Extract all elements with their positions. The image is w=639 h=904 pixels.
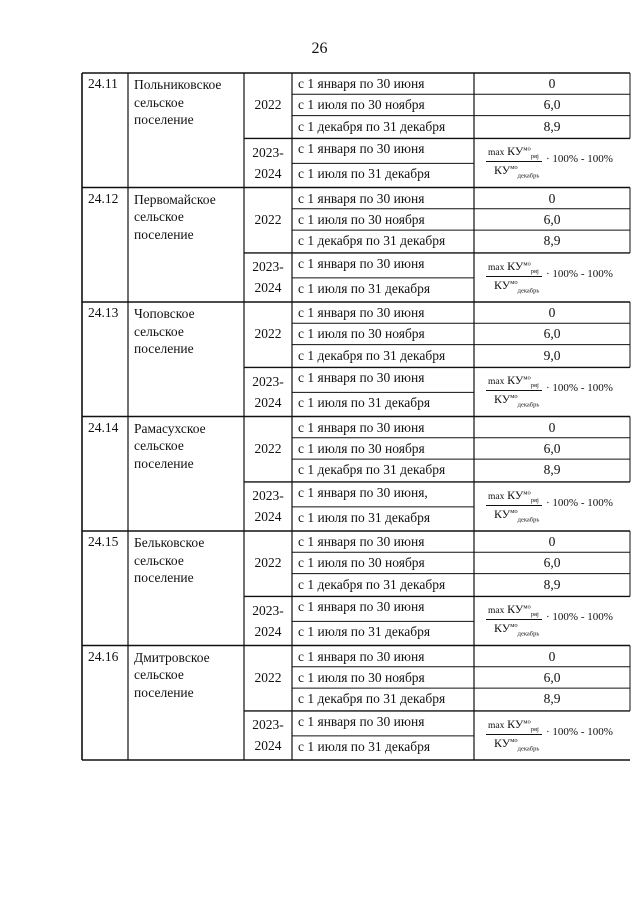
- period-text: с 1 января по 30 июня: [298, 713, 425, 729]
- period-text: с 1 января по 30 июня: [298, 370, 425, 386]
- coefficient-value: 8,9: [543, 233, 561, 249]
- formula-numerator: [488, 373, 539, 389]
- period-text: с 1 декабря по 31 декабря: [298, 691, 446, 707]
- coefficient-value: 8,9: [543, 118, 561, 134]
- settlement-name: сельское: [134, 209, 184, 224]
- period-text: с 1 июля по 31 декабря: [298, 166, 431, 182]
- coefficient-value: 6,0: [543, 669, 561, 685]
- settlement-name: Чоповское: [134, 306, 195, 321]
- settlement-name: поселение: [134, 112, 194, 127]
- coefficient-value: 0: [548, 534, 556, 549]
- row-number: 24.16: [88, 648, 119, 664]
- formula-denominator: [494, 278, 539, 294]
- year-2022: 2022: [254, 211, 282, 227]
- formula-sup: мо: [510, 736, 518, 744]
- year-2022: 2022: [254, 440, 282, 456]
- coefficient-value: 0: [548, 190, 556, 206]
- formula-sub: декабрь: [517, 630, 540, 638]
- period-text: с 1 июля по 30 ноября: [298, 211, 425, 227]
- period-text: с 1 декабря по 31 декабря: [298, 118, 446, 134]
- index-formula: [480, 257, 630, 297]
- formula-sub: ряj: [530, 726, 539, 734]
- year-range: 2023-: [252, 259, 284, 275]
- coefficient-value: 6,0: [543, 97, 561, 113]
- settlement-name: Первомайское: [134, 191, 216, 207]
- settlement-name: поселение: [134, 570, 194, 585]
- period-text: с 1 июля по 31 декабря: [298, 509, 431, 525]
- formula-tail: · 100% - 100%: [546, 725, 613, 738]
- settlement-name: поселение: [134, 341, 194, 356]
- index-formula: [480, 600, 630, 640]
- formula-tail: · 100% - 100%: [546, 382, 613, 395]
- index-formula: [480, 715, 630, 755]
- formula-ky: КУ: [494, 277, 511, 292]
- year-range: 2023-: [252, 602, 284, 618]
- formula-sup: мо: [523, 489, 531, 497]
- settlement-name: поселение: [134, 455, 194, 471]
- page-number: 26: [311, 40, 328, 57]
- coefficient-value: 8,9: [543, 576, 561, 592]
- year-range: 2024: [254, 509, 282, 525]
- formula-sub: декабрь: [517, 516, 540, 524]
- formula-ky: КУ: [507, 487, 524, 502]
- year-range: 2024: [254, 165, 282, 181]
- row-number: 24.13: [88, 305, 119, 320]
- period-text: с 1 января по 30 июня: [298, 305, 425, 320]
- period-text: с 1 июля по 30 ноября: [298, 555, 425, 571]
- fraction-line: [486, 390, 542, 391]
- formula-max: max: [488, 491, 505, 502]
- formula-numerator: [488, 488, 539, 504]
- period-text: с 1 июля по 31 декабря: [298, 280, 431, 296]
- formula-sub: декабрь: [517, 287, 540, 295]
- period-text: с 1 января по 30 июня: [298, 534, 425, 549]
- formula-sub: ряj: [530, 497, 539, 505]
- row-number: 24.14: [88, 419, 119, 435]
- year-range: 2023-: [252, 717, 284, 733]
- formula-sub: декабрь: [517, 401, 540, 409]
- formula-denominator: [494, 392, 539, 408]
- coefficient-value: 0: [548, 305, 556, 320]
- period-text: с 1 июля по 31 декабря: [298, 624, 431, 640]
- year-range: 2023-: [252, 488, 284, 504]
- formula-sup: мо: [523, 603, 531, 611]
- settlement-name: сельское: [134, 323, 184, 339]
- formula-sup: мо: [523, 260, 531, 268]
- row-number: 24.15: [88, 534, 119, 549]
- period-text: с 1 июля по 31 декабря: [298, 738, 431, 754]
- formula-ky: КУ: [494, 735, 511, 750]
- formula-tail: · 100% - 100%: [546, 611, 613, 624]
- year-range: 2024: [254, 394, 282, 410]
- year-range: 2023-: [252, 373, 284, 389]
- formula-ky: КУ: [494, 506, 511, 521]
- formula-max: max: [488, 262, 505, 273]
- formula-max: max: [488, 377, 505, 388]
- period-text: с 1 января по 30 июня: [298, 599, 425, 615]
- settlement-name: сельское: [134, 438, 184, 453]
- formula-ky: КУ: [507, 602, 524, 617]
- formula-ky: КУ: [494, 392, 511, 407]
- formula-tail: · 100% - 100%: [546, 496, 613, 509]
- period-text: с 1 июля по 30 ноября: [298, 440, 425, 456]
- period-text: с 1 января по 30 июня: [298, 255, 425, 271]
- formula-sup: мо: [523, 374, 531, 382]
- formula-sub: декабрь: [517, 172, 540, 180]
- period-text: с 1 декабря по 31 декабря: [298, 462, 446, 478]
- formula-sub: ряj: [530, 268, 539, 276]
- formula-sup: мо: [523, 145, 531, 153]
- year-2022: 2022: [254, 326, 282, 341]
- index-formula: [480, 486, 630, 526]
- formula-sup: мо: [523, 718, 531, 726]
- settlement-name: Рамасухское: [134, 420, 206, 436]
- formula-ky: КУ: [507, 373, 524, 388]
- formula-sup: мо: [510, 507, 518, 515]
- year-range: 2024: [254, 738, 282, 754]
- period-text: с 1 декабря по 31 декабря: [298, 233, 446, 249]
- period-text: с 1 декабря по 31 декабря: [298, 347, 446, 363]
- index-formula: [480, 371, 630, 411]
- fraction-line: [486, 505, 542, 506]
- year-2022: 2022: [254, 555, 282, 570]
- year-range: 2024: [254, 280, 282, 296]
- year-2022: 2022: [254, 97, 282, 112]
- fraction-line: [486, 619, 542, 620]
- formula-max: max: [488, 606, 505, 617]
- formula-tail: · 100% - 100%: [546, 153, 613, 166]
- fraction-line: [486, 734, 542, 735]
- year-range: 2024: [254, 623, 282, 639]
- formula-tail: · 100% - 100%: [546, 267, 613, 280]
- coefficient-value: 0: [548, 648, 556, 664]
- year-2022: 2022: [254, 669, 282, 685]
- formula-max: max: [488, 148, 505, 159]
- settlement-name: поселение: [134, 226, 194, 242]
- settlement-name: Польниковское: [134, 77, 222, 92]
- fraction-line: [486, 161, 542, 162]
- formula-ky: КУ: [494, 621, 511, 636]
- period-text: с 1 июля по 31 декабря: [298, 395, 431, 411]
- period-text: с 1 января по 30 июня: [298, 419, 425, 435]
- formula-sup: мо: [510, 278, 518, 286]
- coefficient-value: 0: [548, 76, 556, 91]
- formula-denominator: [494, 507, 539, 523]
- settlement-name: сельское: [134, 667, 184, 682]
- period-text: с 1 января по 30 июня: [298, 141, 425, 157]
- settlement-name: поселение: [134, 684, 194, 700]
- formula-ky: КУ: [507, 144, 524, 159]
- formula-denominator: [494, 736, 539, 752]
- fraction-line: [486, 276, 542, 277]
- formula-sup: мо: [510, 393, 518, 401]
- formula-denominator: [494, 163, 539, 179]
- row-number: 24.11: [88, 76, 118, 91]
- period-text: с 1 июля по 30 ноября: [298, 326, 425, 342]
- period-text: с 1 декабря по 31 декабря: [298, 576, 446, 592]
- formula-sub: ряj: [530, 153, 539, 161]
- formula-ky: КУ: [507, 258, 524, 273]
- formula-denominator: [494, 621, 539, 637]
- coefficient-value: 6,0: [543, 440, 561, 456]
- coefficient-value: 6,0: [543, 555, 561, 571]
- formula-sup: мо: [510, 622, 518, 630]
- formula-max: max: [488, 720, 505, 731]
- formula-numerator: [488, 259, 539, 275]
- index-formula: [480, 142, 630, 182]
- period-text: с 1 января по 30 июня,: [298, 484, 428, 500]
- formula-ky: КУ: [494, 163, 511, 178]
- period-text: с 1 июля по 30 ноября: [298, 97, 425, 113]
- settlement-name: Дмитровское: [134, 649, 210, 665]
- year-range: 2023-: [252, 144, 284, 160]
- period-text: с 1 января по 30 июня: [298, 76, 425, 91]
- formula-numerator: [488, 717, 539, 733]
- row-number: 24.12: [88, 190, 119, 206]
- formula-sub: декабрь: [517, 745, 540, 753]
- coefficient-value: 0: [548, 419, 556, 435]
- period-text: с 1 января по 30 июня: [298, 190, 425, 206]
- coefficient-value: 8,9: [543, 691, 561, 707]
- tariff-table: [82, 73, 630, 760]
- settlement-name: Бельковское: [134, 535, 205, 550]
- coefficient-value: 6,0: [543, 211, 561, 227]
- formula-sup: мо: [510, 164, 518, 172]
- coefficient-value: 8,9: [543, 462, 561, 478]
- settlement-name: сельское: [134, 552, 184, 568]
- formula-ky: КУ: [507, 716, 524, 731]
- formula-numerator: [488, 144, 539, 160]
- period-text: с 1 января по 30 июня: [298, 648, 425, 664]
- coefficient-value: 6,0: [543, 326, 561, 342]
- formula-numerator: [488, 602, 539, 618]
- period-text: с 1 июля по 30 ноября: [298, 669, 425, 685]
- formula-sub: ряj: [530, 382, 539, 390]
- coefficient-value: 9,0: [543, 347, 561, 363]
- settlement-name: сельское: [134, 94, 184, 110]
- formula-sub: ряj: [530, 611, 539, 619]
